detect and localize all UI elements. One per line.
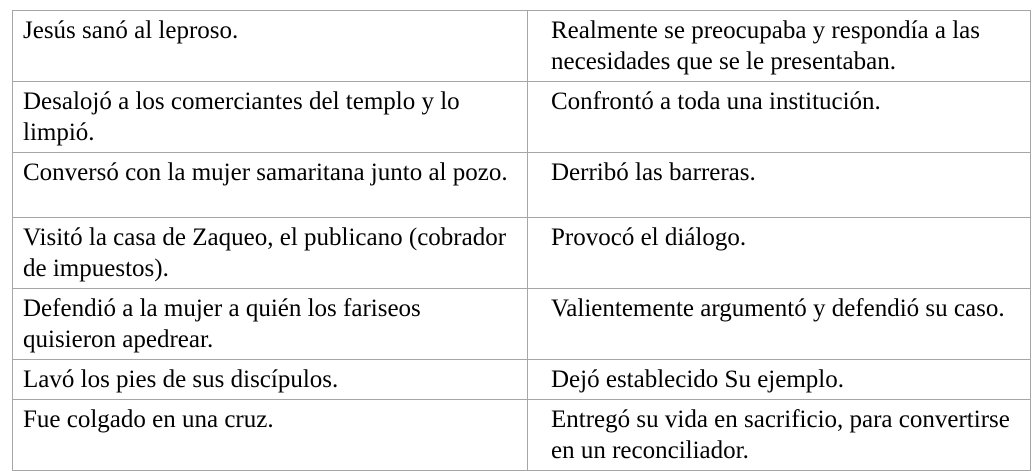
action-cell: Jesús sanó al leproso.: [13, 11, 528, 82]
meaning-cell: Entregó su vida en sacrificio, para convertirse en un reconciliador.: [528, 400, 1031, 471]
action-cell: Fue colgado en una cruz.: [13, 400, 528, 471]
meaning-cell: Derribó las barreras.: [528, 153, 1031, 218]
meaning-cell: Realmente se preocupaba y respondía a las necesidades que se le presentaban.: [528, 11, 1031, 82]
action-cell: Defendió a la mujer a quién los fariseos quisieron apedrear.: [13, 289, 528, 360]
action-cell: Desalojó a los comerciantes del templo y lo limpió.: [13, 82, 528, 153]
meaning-cell: Provocó el diálogo.: [528, 218, 1031, 289]
table-row: [13, 218, 1031, 289]
table-row: [13, 153, 1031, 218]
action-cell: Lavó los pies de sus discípulos.: [13, 360, 528, 400]
meaning-cell: Confrontó a toda una institución.: [528, 82, 1031, 153]
table-row: [13, 400, 1031, 471]
table-row: [13, 360, 1031, 400]
table-row: [13, 11, 1031, 82]
action-cell: Conversó con la mujer samaritana junto al pozo.: [13, 153, 528, 218]
actions-table: [12, 10, 1031, 471]
table-row: [13, 82, 1031, 153]
action-cell: Visitó la casa de Zaqueo, el publicano (cobrador de impuestos).: [13, 218, 528, 289]
table-row: [13, 289, 1031, 360]
meaning-cell: Valientemente argumentó y defendió su caso.: [528, 289, 1031, 360]
meaning-cell: Dejó establecido Su ejemplo.: [528, 360, 1031, 400]
